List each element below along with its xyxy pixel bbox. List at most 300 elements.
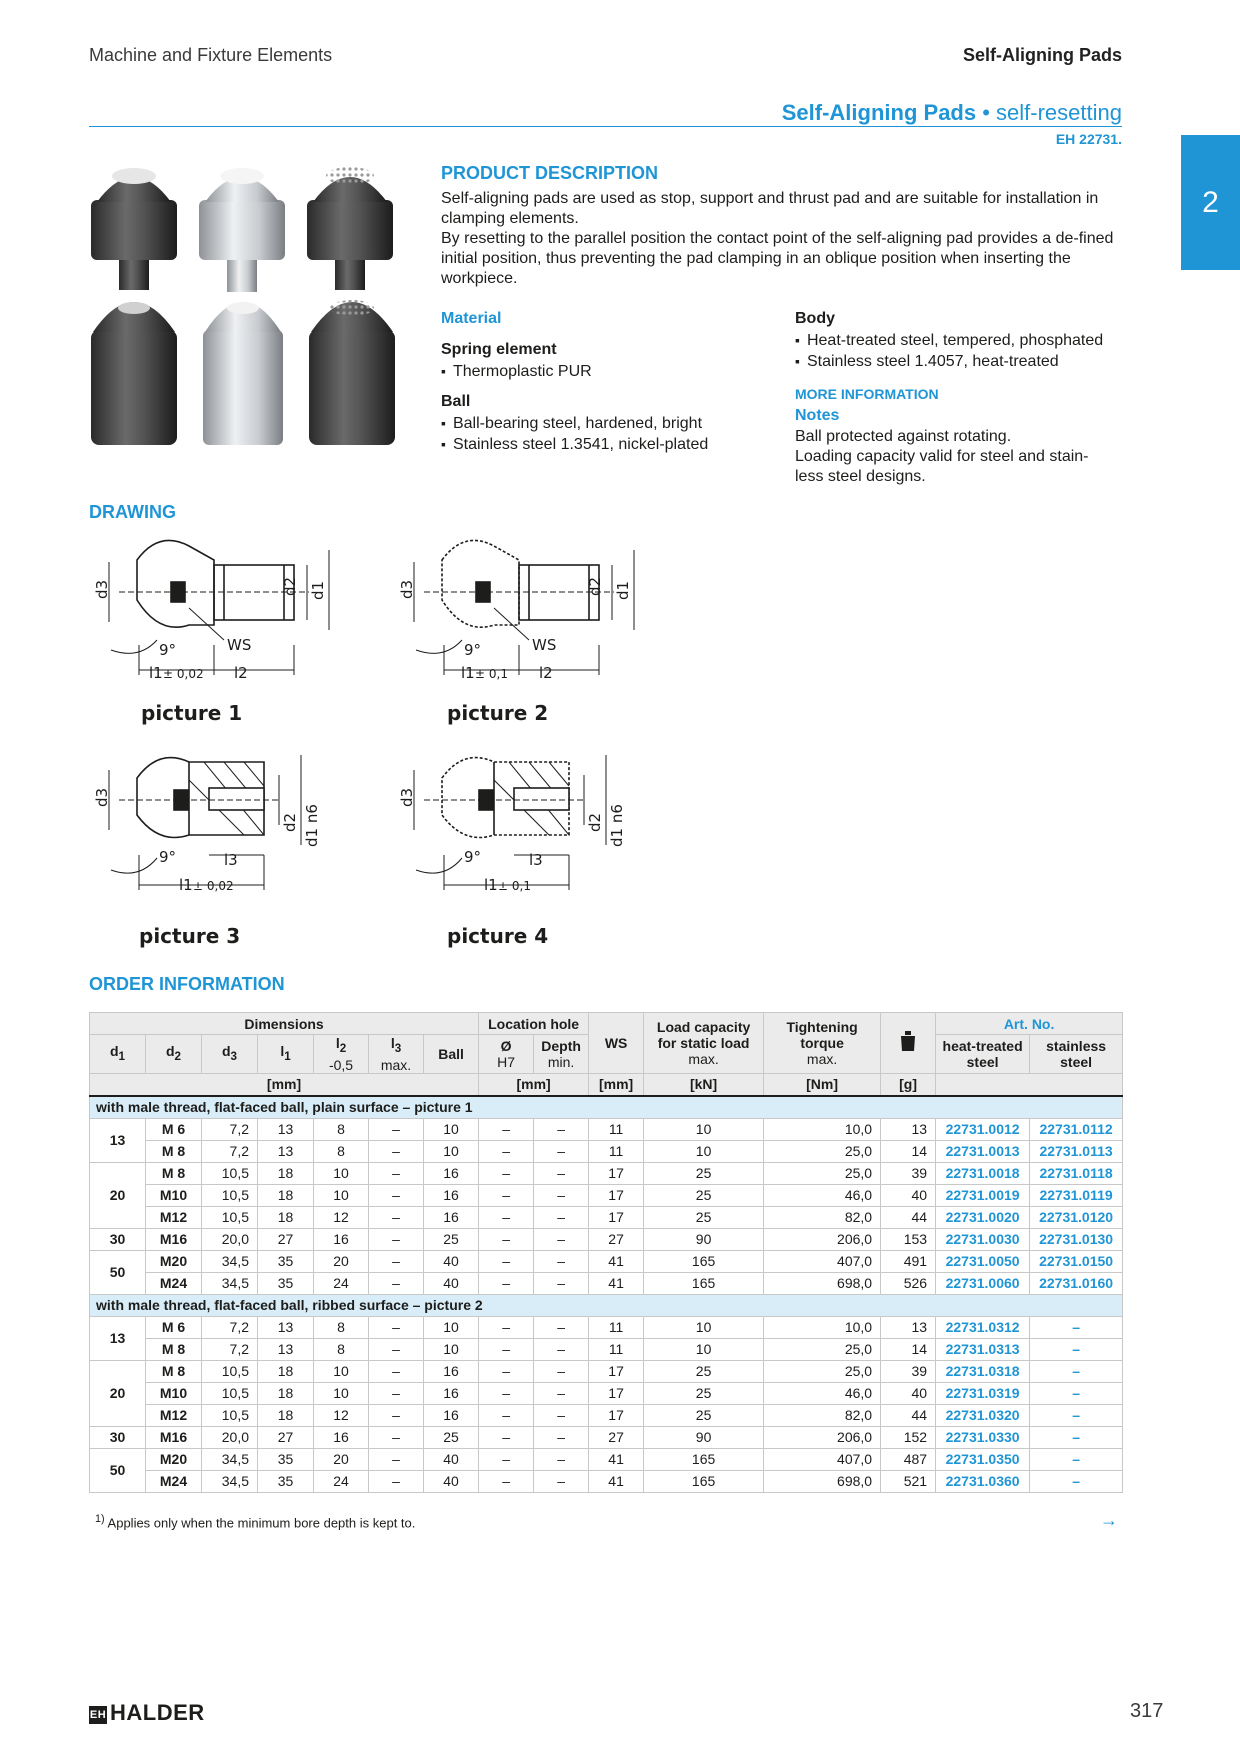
- cell-d2: M 8: [146, 1360, 202, 1382]
- cell-ws: 11: [589, 1140, 644, 1162]
- cell-l3: –: [369, 1140, 424, 1162]
- cell-depth: –: [534, 1140, 589, 1162]
- cell-diameter: –: [479, 1184, 534, 1206]
- col-stainless: stainless steel: [1030, 1035, 1123, 1074]
- cell-art-no-stainless[interactable]: 22731.0112: [1030, 1118, 1123, 1140]
- cell-torque: 206,0: [764, 1228, 881, 1250]
- cell-torque: 10,0: [764, 1118, 881, 1140]
- cell-ball: 16: [424, 1360, 479, 1382]
- cell-d3: 7,2: [202, 1338, 258, 1360]
- cell-diameter: –: [479, 1404, 534, 1426]
- cell-d1: 13: [90, 1316, 146, 1360]
- order-information-heading: ORDER INFORMATION: [89, 974, 285, 994]
- l2-sub: 2: [339, 1041, 347, 1055]
- cell-d3: 10,5: [202, 1360, 258, 1382]
- cell-ws: 41: [589, 1250, 644, 1272]
- cell-depth: –: [534, 1250, 589, 1272]
- picture-2-label: picture 2: [447, 701, 549, 725]
- cell-l3: –: [369, 1426, 424, 1448]
- col-depth: [534, 1035, 589, 1074]
- cell-l1: 18: [258, 1404, 314, 1426]
- cell-load: 90: [644, 1426, 764, 1448]
- notes-line-2: Loading capacity valid for steel and stain-less steel designs.: [795, 448, 1089, 485]
- cell-d3: 7,2: [202, 1140, 258, 1162]
- cell-ws: 11: [589, 1118, 644, 1140]
- cell-art-no-stainless[interactable]: –: [1030, 1470, 1123, 1492]
- cell-l1: 13: [258, 1338, 314, 1360]
- cell-l2: 8: [314, 1118, 369, 1140]
- cell-l2: 8: [314, 1140, 369, 1162]
- cell-art-no-stainless[interactable]: 22731.0118: [1030, 1162, 1123, 1184]
- more-information-heading: MORE INFORMATION: [795, 386, 939, 402]
- cell-l1: 35: [258, 1470, 314, 1492]
- cell-ball: 16: [424, 1404, 479, 1426]
- cell-l2: 16: [314, 1228, 369, 1250]
- cell-art-no-stainless[interactable]: 22731.0160: [1030, 1272, 1123, 1294]
- footnote-mark: 1): [95, 1513, 105, 1525]
- cell-art-no-heat[interactable]: 22731.0012: [936, 1118, 1030, 1140]
- cell-d3: 34,5: [202, 1272, 258, 1294]
- d2-label: d: [165, 1043, 175, 1059]
- cell-ws: 27: [589, 1426, 644, 1448]
- cell-depth: –: [534, 1404, 589, 1426]
- cell-l2: 8: [314, 1316, 369, 1338]
- table-row: [90, 1338, 1123, 1360]
- table-group-row: [90, 1294, 1123, 1316]
- cell-d1: 50: [90, 1250, 146, 1294]
- cell-torque: 25,0: [764, 1140, 881, 1162]
- load-label: Load capacity for static load: [656, 1018, 751, 1051]
- cell-depth: –: [534, 1272, 589, 1294]
- unit-blank: [936, 1073, 1123, 1096]
- dim-label: d3: [93, 579, 111, 599]
- cell-load: 165: [644, 1250, 764, 1272]
- cell-l1: 13: [258, 1140, 314, 1162]
- cell-art-no-heat[interactable]: 22731.0313: [936, 1338, 1030, 1360]
- title-main: Self-Aligning Pads: [781, 100, 977, 125]
- col-l3: [369, 1035, 424, 1074]
- cell-art-no-heat[interactable]: 22731.0350: [936, 1448, 1030, 1470]
- cell-torque: 25,0: [764, 1338, 881, 1360]
- dim-label: d3: [93, 787, 111, 807]
- d3-label: d: [221, 1043, 231, 1059]
- cell-torque: 46,0: [764, 1184, 881, 1206]
- pad-photo-4: [91, 302, 177, 445]
- cell-art-no-stainless[interactable]: 22731.0150: [1030, 1250, 1123, 1272]
- cell-d1: 13: [90, 1118, 146, 1162]
- tolerance-label: ± 0,1: [475, 667, 508, 681]
- table-row: [90, 1228, 1123, 1250]
- cell-diameter: –: [479, 1426, 534, 1448]
- cell-l1: 18: [258, 1382, 314, 1404]
- cell-l1: 18: [258, 1206, 314, 1228]
- cell-art-no-heat[interactable]: 22731.0013: [936, 1140, 1030, 1162]
- l2-label: l: [335, 1035, 340, 1051]
- cell-weight: 39: [881, 1360, 936, 1382]
- cell-load: 10: [644, 1338, 764, 1360]
- dim-label: d2: [586, 576, 604, 596]
- cell-l3: –: [369, 1404, 424, 1426]
- dim-label: d1 n6: [303, 804, 321, 847]
- d1-label: d: [109, 1043, 119, 1059]
- cell-diameter: –: [479, 1162, 534, 1184]
- pad-photo-3: [307, 167, 393, 290]
- cell-art-no-stainless[interactable]: –: [1030, 1360, 1123, 1382]
- title-separator: •: [976, 100, 997, 125]
- cell-ball: 25: [424, 1228, 479, 1250]
- cell-ball: 10: [424, 1118, 479, 1140]
- cell-weight: 39: [881, 1162, 936, 1184]
- cell-d3: 7,2: [202, 1118, 258, 1140]
- col-d2: [146, 1035, 202, 1074]
- cell-d1: 30: [90, 1228, 146, 1250]
- d3-sub: 3: [230, 1049, 238, 1063]
- cell-l2: 24: [314, 1470, 369, 1492]
- table-row: [90, 1206, 1123, 1228]
- cell-torque: 46,0: [764, 1382, 881, 1404]
- cell-load: 25: [644, 1184, 764, 1206]
- unit-kn: [kN]: [644, 1073, 764, 1096]
- cell-weight: 526: [881, 1272, 936, 1294]
- cell-l1: 27: [258, 1426, 314, 1448]
- cell-l2: 12: [314, 1206, 369, 1228]
- body-item: ▪ Stainless steel 1.4057, heat-treated: [795, 351, 1103, 372]
- cell-ball: 40: [424, 1448, 479, 1470]
- cell-load: 10: [644, 1316, 764, 1338]
- cell-art-no-stainless[interactable]: 22731.0120: [1030, 1206, 1123, 1228]
- ball-item: ▪ Stainless steel 1.3541, nickel-plated: [441, 434, 708, 455]
- cell-depth: –: [534, 1360, 589, 1382]
- cell-weight: 13: [881, 1316, 936, 1338]
- footnote: [95, 1513, 415, 1530]
- cell-d3: 20,0: [202, 1426, 258, 1448]
- description-paragraph-1: Self-aligning pads are used as stop, support and thrust pad and are suitable for installation in clamping elements.: [441, 190, 1099, 227]
- cell-ws: 17: [589, 1382, 644, 1404]
- cell-diameter: –: [479, 1140, 534, 1162]
- cell-art-no-stainless[interactable]: –: [1030, 1338, 1123, 1360]
- cell-l2: 24: [314, 1272, 369, 1294]
- cell-l2: 10: [314, 1382, 369, 1404]
- cell-art-no-stainless[interactable]: –: [1030, 1382, 1123, 1404]
- cell-depth: –: [534, 1470, 589, 1492]
- unit-nm: [Nm]: [764, 1073, 881, 1096]
- col-location-hole: Location hole: [479, 1013, 589, 1035]
- diameter-label: Ø: [500, 1037, 512, 1054]
- picture-4-label: picture 4: [447, 924, 549, 948]
- cell-ws: 41: [589, 1272, 644, 1294]
- cell-art-no-heat[interactable]: 22731.0320: [936, 1404, 1030, 1426]
- cell-d2: M 6: [146, 1118, 202, 1140]
- l3-sub: 3: [394, 1041, 402, 1055]
- cell-diameter: –: [479, 1382, 534, 1404]
- l2-tolerance: -0,5: [328, 1056, 354, 1073]
- cell-diameter: –: [479, 1338, 534, 1360]
- cell-art-no-stainless[interactable]: –: [1030, 1316, 1123, 1338]
- logo-text: HALDER: [110, 1700, 205, 1725]
- cell-art-no-heat[interactable]: 22731.0360: [936, 1470, 1030, 1492]
- unit-mm: [mm]: [479, 1073, 589, 1096]
- angle-label: 9°: [159, 848, 177, 866]
- cell-weight: 44: [881, 1206, 936, 1228]
- group-label: with male thread, flat-faced ball, ribbed surface – picture 2: [90, 1294, 1123, 1316]
- l1-sub: 1: [284, 1049, 291, 1063]
- ball-heading: Ball: [441, 393, 471, 410]
- cell-art-no-heat[interactable]: 22731.0020: [936, 1206, 1030, 1228]
- cell-diameter: –: [479, 1470, 534, 1492]
- cell-art-no-stainless[interactable]: –: [1030, 1404, 1123, 1426]
- cell-ball: 25: [424, 1426, 479, 1448]
- cell-d2: M16: [146, 1426, 202, 1448]
- col-ws: WS: [589, 1013, 644, 1074]
- cell-art-no-stainless[interactable]: 22731.0113: [1030, 1140, 1123, 1162]
- cell-d2: M10: [146, 1382, 202, 1404]
- cell-d2: M 8: [146, 1338, 202, 1360]
- cell-diameter: –: [479, 1118, 534, 1140]
- cell-art-no-stainless[interactable]: –: [1030, 1426, 1123, 1448]
- ball-list: [441, 413, 708, 455]
- product-photos: [89, 160, 434, 450]
- cell-diameter: –: [479, 1316, 534, 1338]
- d2-sub: 2: [174, 1049, 182, 1063]
- cell-ws: 17: [589, 1162, 644, 1184]
- cell-art-no-stainless[interactable]: 22731.0119: [1030, 1184, 1123, 1206]
- dim-label: d1: [614, 580, 632, 600]
- table-row: [90, 1382, 1123, 1404]
- tolerance-label: ± 0,02: [163, 667, 204, 681]
- cell-art-no-stainless[interactable]: 22731.0130: [1030, 1228, 1123, 1250]
- cell-weight: 14: [881, 1140, 936, 1162]
- cell-l2: 16: [314, 1426, 369, 1448]
- cell-l3: –: [369, 1338, 424, 1360]
- cell-weight: 14: [881, 1338, 936, 1360]
- cell-ball: 16: [424, 1184, 479, 1206]
- col-dimensions: Dimensions: [90, 1013, 479, 1035]
- title-divider: [89, 126, 1122, 127]
- cell-ws: 27: [589, 1228, 644, 1250]
- chapter-tab[interactable]: 2: [1181, 135, 1240, 270]
- logo-mark: EH: [89, 1706, 107, 1724]
- cell-l3: –: [369, 1470, 424, 1492]
- cell-d2: M16: [146, 1228, 202, 1250]
- drawing-picture-4: [414, 755, 606, 890]
- cell-torque: 407,0: [764, 1448, 881, 1470]
- dim-label: d1: [309, 580, 327, 600]
- angle-label: 9°: [464, 641, 482, 659]
- load-sub: max.: [688, 1050, 719, 1067]
- dim-label: l3: [529, 851, 543, 869]
- page-number: 317: [1130, 1700, 1164, 1722]
- page-title: [782, 100, 1122, 126]
- product-description-text: [441, 189, 1121, 289]
- spring-item: ▪ Thermoplastic PUR: [441, 361, 592, 382]
- cell-l1: 35: [258, 1272, 314, 1294]
- body-item: ▪ Heat-treated steel, tempered, phosphated: [795, 330, 1103, 351]
- cell-weight: 491: [881, 1250, 936, 1272]
- halder-logo: [89, 1700, 205, 1726]
- description-paragraph-2: By resetting to the parallel position the contact point of the self-aligning pad provides a de-fined initial position, thus preventing the pad clamping in an oblique position when inserting the workpiece.: [441, 230, 1114, 287]
- cell-art-no-heat[interactable]: 22731.0019: [936, 1184, 1030, 1206]
- cell-l1: 35: [258, 1448, 314, 1470]
- cell-l2: 20: [314, 1448, 369, 1470]
- cell-depth: –: [534, 1426, 589, 1448]
- product-code: EH 22731.: [1055, 131, 1122, 147]
- cell-ws: 17: [589, 1206, 644, 1228]
- cell-torque: 25,0: [764, 1162, 881, 1184]
- cell-l2: 10: [314, 1360, 369, 1382]
- cell-l3: –: [369, 1316, 424, 1338]
- cell-d1: 50: [90, 1448, 146, 1492]
- cell-weight: 40: [881, 1382, 936, 1404]
- cell-d3: 20,0: [202, 1228, 258, 1250]
- cell-l3: –: [369, 1448, 424, 1470]
- cell-ws: 41: [589, 1448, 644, 1470]
- torque-label: Tightening torque: [786, 1018, 858, 1051]
- cell-d2: M 8: [146, 1140, 202, 1162]
- header-chapter-label: Self-Aligning Pads: [962, 45, 1122, 65]
- col-art-no: Art. No.: [936, 1013, 1123, 1035]
- angle-label: 9°: [159, 641, 177, 659]
- cell-art-no-heat[interactable]: 22731.0018: [936, 1162, 1030, 1184]
- dim-label: d3: [398, 579, 416, 599]
- header-section-label: Machine and Fixture Elements: [89, 45, 333, 65]
- weight-icon: [900, 1031, 916, 1051]
- pad-photo-1: [91, 168, 177, 290]
- spring-element-heading: Spring element: [441, 341, 557, 358]
- notes-heading: Notes: [795, 407, 840, 424]
- cell-load: 90: [644, 1228, 764, 1250]
- depth-label: Depth: [541, 1037, 581, 1054]
- cell-depth: –: [534, 1448, 589, 1470]
- drawing-heading: DRAWING: [89, 502, 176, 522]
- col-l2: [314, 1035, 369, 1074]
- drawing-picture-2: [414, 540, 634, 675]
- cell-depth: –: [534, 1228, 589, 1250]
- table-header-row: [90, 1013, 1123, 1035]
- cell-load: 25: [644, 1382, 764, 1404]
- cell-l3: –: [369, 1184, 424, 1206]
- cell-diameter: –: [479, 1448, 534, 1470]
- cell-weight: 152: [881, 1426, 936, 1448]
- cell-art-no-heat[interactable]: 22731.0318: [936, 1360, 1030, 1382]
- col-diameter: [479, 1035, 534, 1074]
- table-row: [90, 1140, 1123, 1162]
- notes-text: [795, 427, 1115, 487]
- pad-photo-2: [199, 168, 285, 292]
- cell-art-no-heat[interactable]: 22731.0330: [936, 1426, 1030, 1448]
- cell-ws: 17: [589, 1184, 644, 1206]
- table-row: [90, 1470, 1123, 1492]
- cell-ball: 40: [424, 1250, 479, 1272]
- cell-art-no-heat[interactable]: 22731.0060: [936, 1272, 1030, 1294]
- cell-l3: –: [369, 1206, 424, 1228]
- torque-sub: max.: [806, 1050, 838, 1067]
- notes-line-1: Ball protected against rotating.: [795, 428, 1012, 445]
- cell-l2: 20: [314, 1250, 369, 1272]
- cell-load: 25: [644, 1206, 764, 1228]
- cell-d3: 10,5: [202, 1404, 258, 1426]
- cell-torque: 10,0: [764, 1316, 881, 1338]
- table-row: [90, 1250, 1123, 1272]
- dim-label: d2: [281, 576, 299, 596]
- group-label: with male thread, flat-faced ball, plain surface – picture 1: [90, 1096, 1123, 1119]
- table-row: [90, 1184, 1123, 1206]
- cell-depth: –: [534, 1338, 589, 1360]
- cell-ball: 16: [424, 1162, 479, 1184]
- cell-ball: 16: [424, 1206, 479, 1228]
- table-group-row: [90, 1096, 1123, 1119]
- cell-art-no-heat[interactable]: 22731.0312: [936, 1316, 1030, 1338]
- cell-l3: –: [369, 1228, 424, 1250]
- drawing-picture-3: [109, 755, 301, 890]
- col-load: [644, 1013, 764, 1074]
- cell-torque: 698,0: [764, 1470, 881, 1492]
- cell-d2: M12: [146, 1404, 202, 1426]
- cell-load: 25: [644, 1162, 764, 1184]
- table-row: [90, 1404, 1123, 1426]
- cell-d1: 20: [90, 1360, 146, 1426]
- spring-element-list: [441, 361, 592, 382]
- dim-label: d2: [586, 812, 604, 832]
- cell-d2: M24: [146, 1470, 202, 1492]
- cell-d2: M20: [146, 1448, 202, 1470]
- dim-label: d3: [398, 787, 416, 807]
- next-page-arrow-icon[interactable]: →: [1100, 1510, 1118, 1530]
- unit-g: [g]: [881, 1073, 936, 1096]
- cell-art-no-heat[interactable]: 22731.0319: [936, 1382, 1030, 1404]
- dim-label: d2: [281, 812, 299, 832]
- dim-label: d1 n6: [608, 804, 626, 847]
- table-row: [90, 1448, 1123, 1470]
- table-row: [90, 1316, 1123, 1338]
- cell-diameter: –: [479, 1250, 534, 1272]
- dim-label: l3: [224, 851, 238, 869]
- cell-diameter: –: [479, 1228, 534, 1250]
- l1-label: l: [280, 1043, 285, 1059]
- cell-torque: 25,0: [764, 1360, 881, 1382]
- cell-d3: 10,5: [202, 1206, 258, 1228]
- dim-label: l1: [149, 664, 163, 682]
- cell-art-no-stainless[interactable]: –: [1030, 1448, 1123, 1470]
- cell-l2: 8: [314, 1338, 369, 1360]
- cell-load: 10: [644, 1118, 764, 1140]
- picture-1-label: picture 1: [141, 701, 243, 725]
- body-list: [795, 330, 1103, 372]
- table-row: [90, 1426, 1123, 1448]
- cell-d1: 20: [90, 1162, 146, 1228]
- cell-l1: 13: [258, 1118, 314, 1140]
- title-sub: self-resetting: [996, 100, 1122, 125]
- cell-d3: 34,5: [202, 1250, 258, 1272]
- cell-l1: 18: [258, 1360, 314, 1382]
- cell-d3: 7,2: [202, 1316, 258, 1338]
- cell-art-no-heat[interactable]: 22731.0050: [936, 1250, 1030, 1272]
- table-row: [90, 1360, 1123, 1382]
- cell-load: 25: [644, 1360, 764, 1382]
- cell-depth: –: [534, 1162, 589, 1184]
- table-row: [90, 1272, 1123, 1294]
- unit-mm: [mm]: [589, 1073, 644, 1096]
- cell-ball: 10: [424, 1338, 479, 1360]
- cell-load: 25: [644, 1404, 764, 1426]
- cell-weight: 40: [881, 1184, 936, 1206]
- d1-sub: 1: [118, 1049, 126, 1063]
- cell-d2: M24: [146, 1272, 202, 1294]
- material-heading: Material: [441, 310, 502, 327]
- cell-art-no-heat[interactable]: 22731.0030: [936, 1228, 1030, 1250]
- cell-d2: M 6: [146, 1316, 202, 1338]
- cell-l1: 18: [258, 1162, 314, 1184]
- dim-label: l2: [539, 664, 553, 682]
